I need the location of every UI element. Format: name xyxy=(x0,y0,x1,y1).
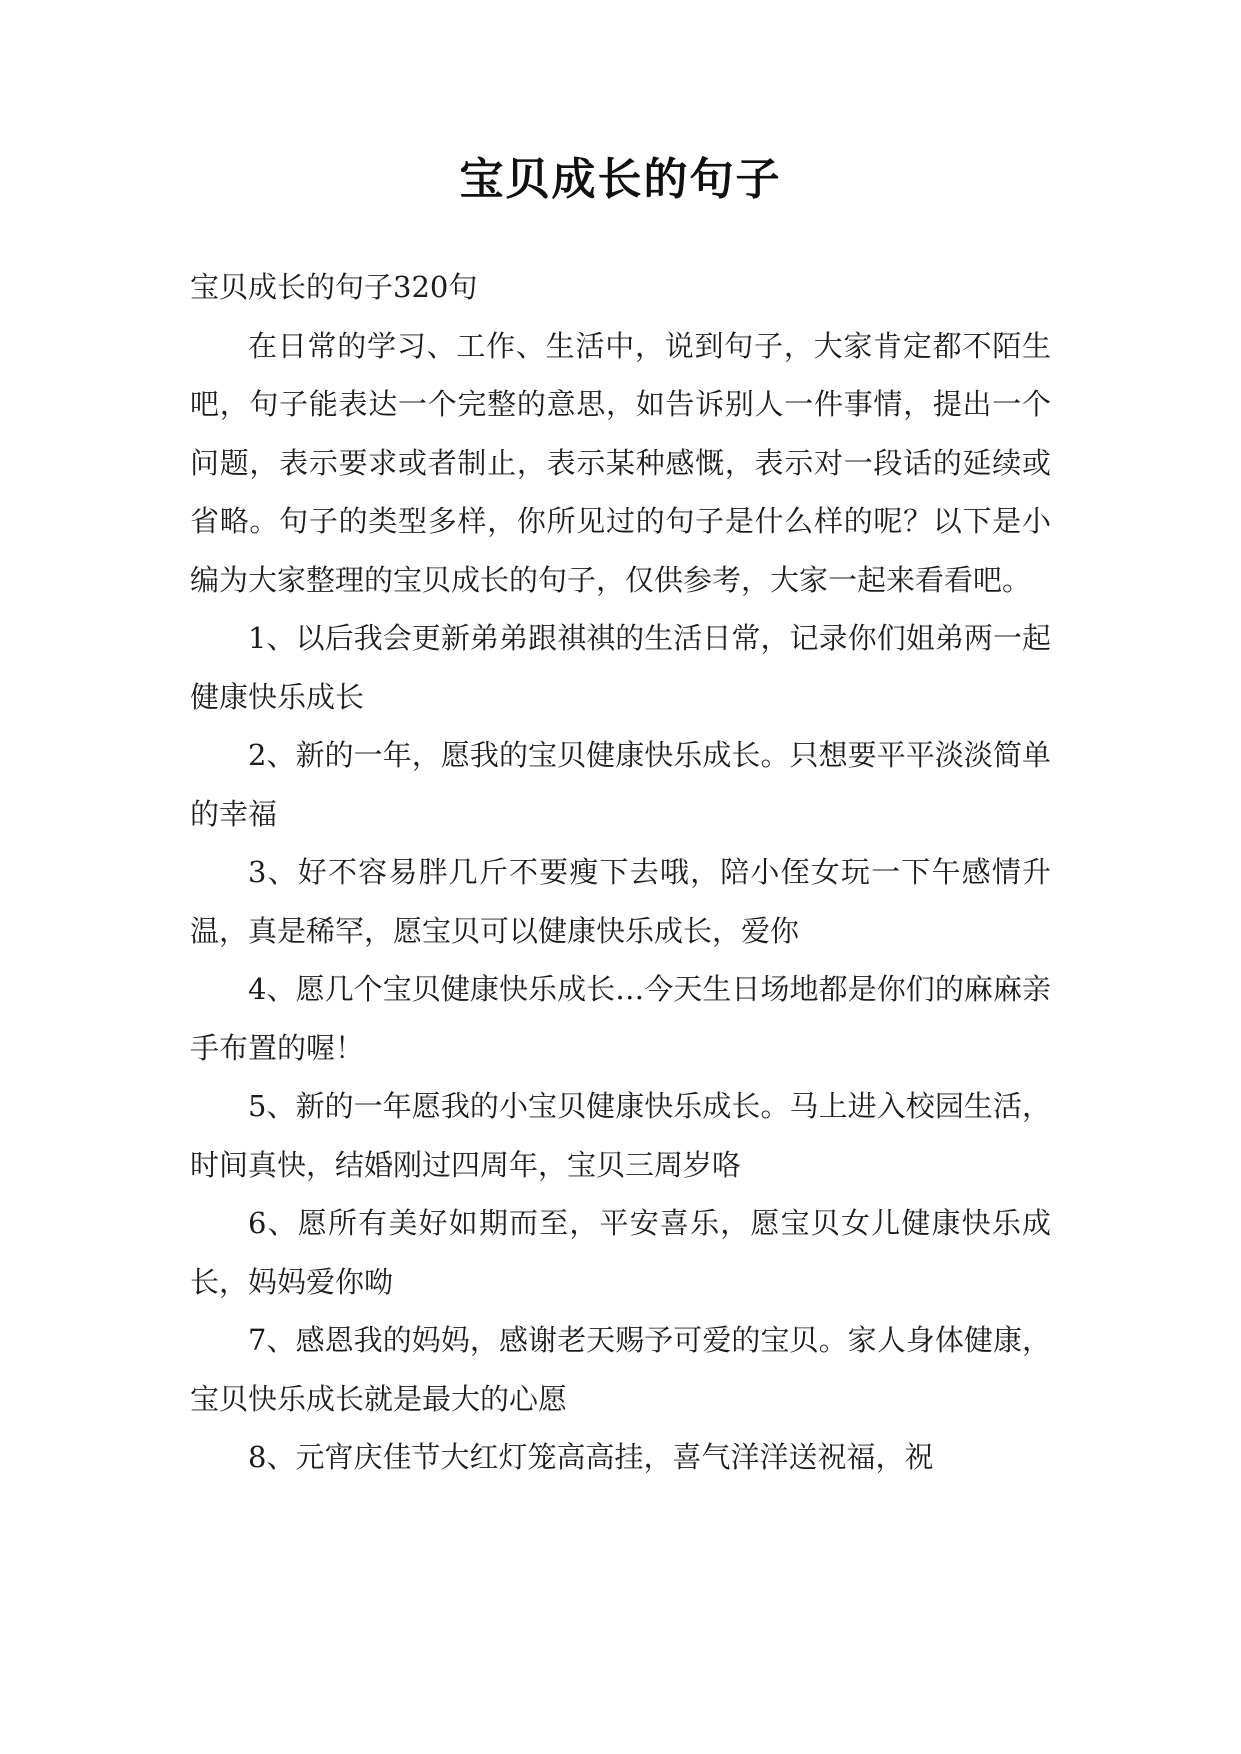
document-subtitle: 宝贝成长的句子320句 xyxy=(190,270,478,304)
sentence-item-8: 8、元宵庆佳节大红灯笼高高挂，喜气洋洋送祝福，祝 xyxy=(248,1440,934,1474)
sentence-item-3: 3、好不容易胖几斤不要瘦下去哦，陪小侄女玩一下午感情升温，真是稀罕，愿宝贝可以健康快乐成长，爱你 xyxy=(190,855,1051,948)
sentence-item-2: 2、新的一年，愿我的宝贝健康快乐成长。只想要平平淡淡简单的幸福 xyxy=(190,738,1051,831)
sentence-item-6: 6、愿所有美好如期而至，平安喜乐，愿宝贝女儿健康快乐成长，妈妈爱你呦 xyxy=(190,1206,1051,1299)
document-title: 宝贝成长的句子 xyxy=(459,154,782,205)
intro-paragraph: 在日常的学习、工作、生活中，说到句子，大家肯定都不陌生吧，句子能表达一个完整的意思，如告诉别人一件事情，提出一个问题，表示要求或者制止，表示某种感慨，表示对一段话的延续或省略。句子的类型多样，你所见过的句子是什么样的呢？以下是小编为大家整理的宝贝成长的句子，仅供参考，大家一起来看看吧。 xyxy=(190,328,1051,597)
sentence-item-5: 5、新的一年愿我的小宝贝健康快乐成长。马上进入校园生活，时间真快，结婚刚过四周年，宝贝三周岁咯 xyxy=(190,1089,1051,1182)
sentence-item-1: 1、以后我会更新弟弟跟祺祺的生活日常，记录你们姐弟两一起健康快乐成长 xyxy=(190,621,1051,714)
sentence-item-7: 7、感恩我的妈妈，感谢老天赐予可爱的宝贝。家人身体健康，宝贝快乐成长就是最大的心愿 xyxy=(190,1323,1051,1416)
sentence-item-4: 4、愿几个宝贝健康快乐成长…今天生日场地都是你们的麻麻亲手布置的喔！ xyxy=(190,972,1051,1065)
document-body xyxy=(190,258,1051,1487)
